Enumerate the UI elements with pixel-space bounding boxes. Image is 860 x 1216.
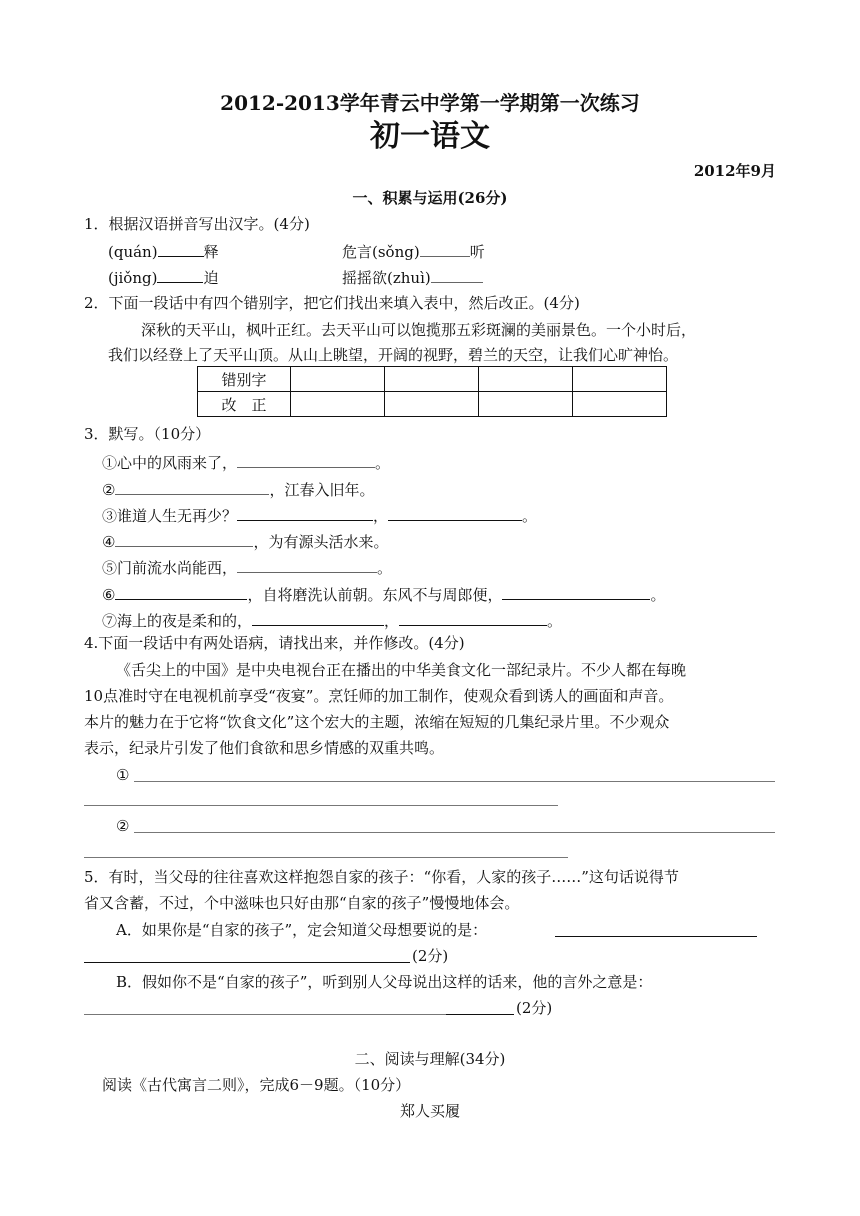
q4-stem: 4.下面一段话中有两处语病，请找出来，并作修改。(4分)	[84, 634, 465, 652]
q3-line-6-blank-1[interactable]	[115, 584, 247, 600]
q3-line-4	[102, 531, 388, 552]
q1-item-3-answer-blank[interactable]	[157, 267, 203, 283]
typo-cell[interactable]	[573, 367, 667, 392]
q1-item-4-answer-blank[interactable]	[431, 267, 483, 283]
q3-line-5	[102, 557, 392, 578]
q4-answer-line-1b[interactable]	[84, 805, 558, 806]
q1-item-1-answer-blank[interactable]	[158, 241, 204, 257]
q3-line-7-end: 。	[547, 612, 563, 630]
correction-cell[interactable]	[573, 392, 667, 417]
typo-row-header: 错别字	[198, 367, 291, 392]
q1-item-2-pinyin: 危言(sǒng)	[342, 243, 420, 261]
q4-answer-line-1a[interactable]	[134, 781, 775, 782]
q5-b-score: (2分)	[516, 999, 553, 1017]
typo-cell[interactable]	[385, 367, 479, 392]
table-row	[198, 392, 667, 417]
q5-part-b: B．假如你不是“自家的孩子”，听到别人父母说出这样的话来，他的言外之意是：	[116, 973, 653, 991]
exam-date: 2012年9月	[693, 162, 776, 180]
q3-line-4-blank[interactable]	[115, 531, 253, 547]
q3-line-3	[102, 505, 537, 526]
q3-line-1	[102, 452, 390, 473]
story-title: 郑人买履	[399, 1102, 460, 1120]
q1-item-2-tail: 听	[469, 243, 485, 261]
q3-line-1-blank[interactable]	[237, 452, 375, 468]
q1-stem: 1．根据汉语拼音写出汉字。(4分)	[84, 215, 310, 233]
subject-title: 初一语文	[370, 119, 490, 154]
section2-heading: 二、阅读与理解(34分)	[354, 1050, 506, 1068]
q3-line-2-mark: ②	[102, 481, 116, 499]
q3-line-1-end: 。	[375, 454, 391, 472]
q4-passage-line-1: 《舌尖上的中国》是中央电视台正在播出的中华美食文化一部纪录片。不少人都在每晚	[116, 661, 687, 679]
table-row	[198, 367, 667, 392]
q3-stem: 3．默写。（10分）	[84, 425, 211, 443]
q3-line-5-blank[interactable]	[237, 557, 377, 573]
correction-cell[interactable]	[479, 392, 573, 417]
q4-answer-mark-2: ②	[116, 817, 130, 835]
q5-a-score: (2分)	[412, 947, 449, 965]
q5-b-answer-line-thick[interactable]	[446, 1014, 514, 1015]
correction-cell[interactable]	[291, 392, 385, 417]
q3-line-3-end: 。	[522, 507, 538, 525]
q1-item-3-pinyin: (jiǒng)	[108, 269, 158, 287]
exam-title: 2012-2013学年青云中学第一学期第一次练习	[220, 91, 640, 115]
q3-line-2	[102, 479, 374, 500]
q5-b-answer-line-thin[interactable]	[84, 1014, 446, 1015]
q3-line-6-text: ，自将磨洗认前朝。东风不与周郎便，	[247, 586, 503, 604]
q1-item-3-tail: 迫	[203, 269, 219, 287]
q3-line-6-blank-2[interactable]	[502, 584, 650, 600]
q3-line-7-blank-1[interactable]	[252, 610, 384, 626]
q3-line-4-mark: ④	[102, 533, 116, 551]
q3-line-7-text: ⑦海上的夜是柔和的，	[102, 612, 253, 630]
section1-heading: 一、积累与运用(26分)	[352, 189, 508, 207]
q3-line-5-end: 。	[377, 559, 393, 577]
typo-correction-table	[197, 366, 667, 417]
q1-item-1-pinyin: (quán)	[108, 243, 158, 261]
q5-stem-line-1: 5．有时，当父母的往往喜欢这样抱怨自家的孩子：“你看，人家的孩子……”这句话说得节	[84, 868, 679, 886]
typo-cell[interactable]	[479, 367, 573, 392]
q3-line-2-blank[interactable]	[115, 479, 269, 495]
q3-line-3-blank-1[interactable]	[237, 505, 373, 521]
q4-passage-line-3: 本片的魅力在于它将“饮食文化”这个宏大的主题，浓缩在短短的几集纪录片里。不少观众	[84, 713, 670, 731]
q1-item-3	[108, 267, 218, 288]
q4-answer-line-2a[interactable]	[134, 832, 775, 833]
q3-line-7-blank-2[interactable]	[399, 610, 547, 626]
q1-item-2-answer-blank[interactable]	[420, 241, 470, 257]
q1-item-1	[108, 241, 219, 262]
q1-item-4-pinyin: 摇摇欲(zhuì)	[342, 269, 431, 287]
q2-passage-line-2: 我们以经登上了天平山顶。从山上眺望，开阔的视野，碧兰的天空，让我们心旷神怡。	[108, 346, 679, 364]
q4-passage-line-4: 表示，纪录片引发了他们食欲和思乡情感的双重共鸣。	[84, 739, 445, 757]
q4-answer-mark-1: ①	[116, 766, 130, 784]
q1-item-2	[342, 241, 485, 262]
q5-stem-line-2: 省又含蓄，不过，个中滋味也只好由那“自家的孩子”慢慢地体会。	[84, 894, 520, 912]
q3-line-5-text: ⑤门前流水尚能西，	[102, 559, 238, 577]
q1-item-1-tail: 释	[203, 243, 219, 261]
q2-stem: 2．下面一段话中有四个错别字，把它们找出来填入表中，然后改正。(4分)	[84, 294, 580, 312]
q3-line-6	[102, 584, 665, 605]
q3-line-2-text: ，江春入旧年。	[269, 481, 375, 499]
q3-line-3-text: ③谁道人生无再少？	[102, 507, 238, 525]
q5-a-answer-line-2[interactable]	[84, 962, 410, 963]
q3-line-3-comma: ，	[373, 507, 389, 525]
correction-row-header: 改 正	[198, 392, 291, 417]
q3-line-6-end: 。	[650, 586, 666, 604]
q3-line-1-text: ①心中的风雨来了，	[102, 454, 238, 472]
correction-cell[interactable]	[385, 392, 479, 417]
q5-a-answer-line-1[interactable]	[555, 936, 757, 937]
q1-item-4	[342, 267, 483, 288]
typo-cell[interactable]	[291, 367, 385, 392]
q5-part-a: A．如果你是“自家的孩子”，定会知道父母想要说的是：	[116, 921, 488, 939]
q3-line-6-mark: ⑥	[102, 586, 116, 604]
q3-line-3-blank-2[interactable]	[388, 505, 522, 521]
q4-passage-line-2: 10点准时守在电视机前享受“夜宴”。烹饪师的加工制作，使观众看到诱人的画面和声音。	[84, 687, 674, 705]
section2-instruction: 阅读《古代寓言二则》，完成6－9题。（10分）	[102, 1076, 411, 1094]
q3-line-4-text: ，为有源头活水来。	[253, 533, 389, 551]
q3-line-7-comma: ，	[384, 612, 400, 630]
q3-line-7	[102, 610, 562, 631]
q2-passage-line-1: 深秋的天平山，枫叶正红。去天平山可以饱揽那五彩斑澜的美丽景色。一个小时后，	[141, 321, 697, 339]
q4-answer-line-2b[interactable]	[84, 857, 568, 858]
